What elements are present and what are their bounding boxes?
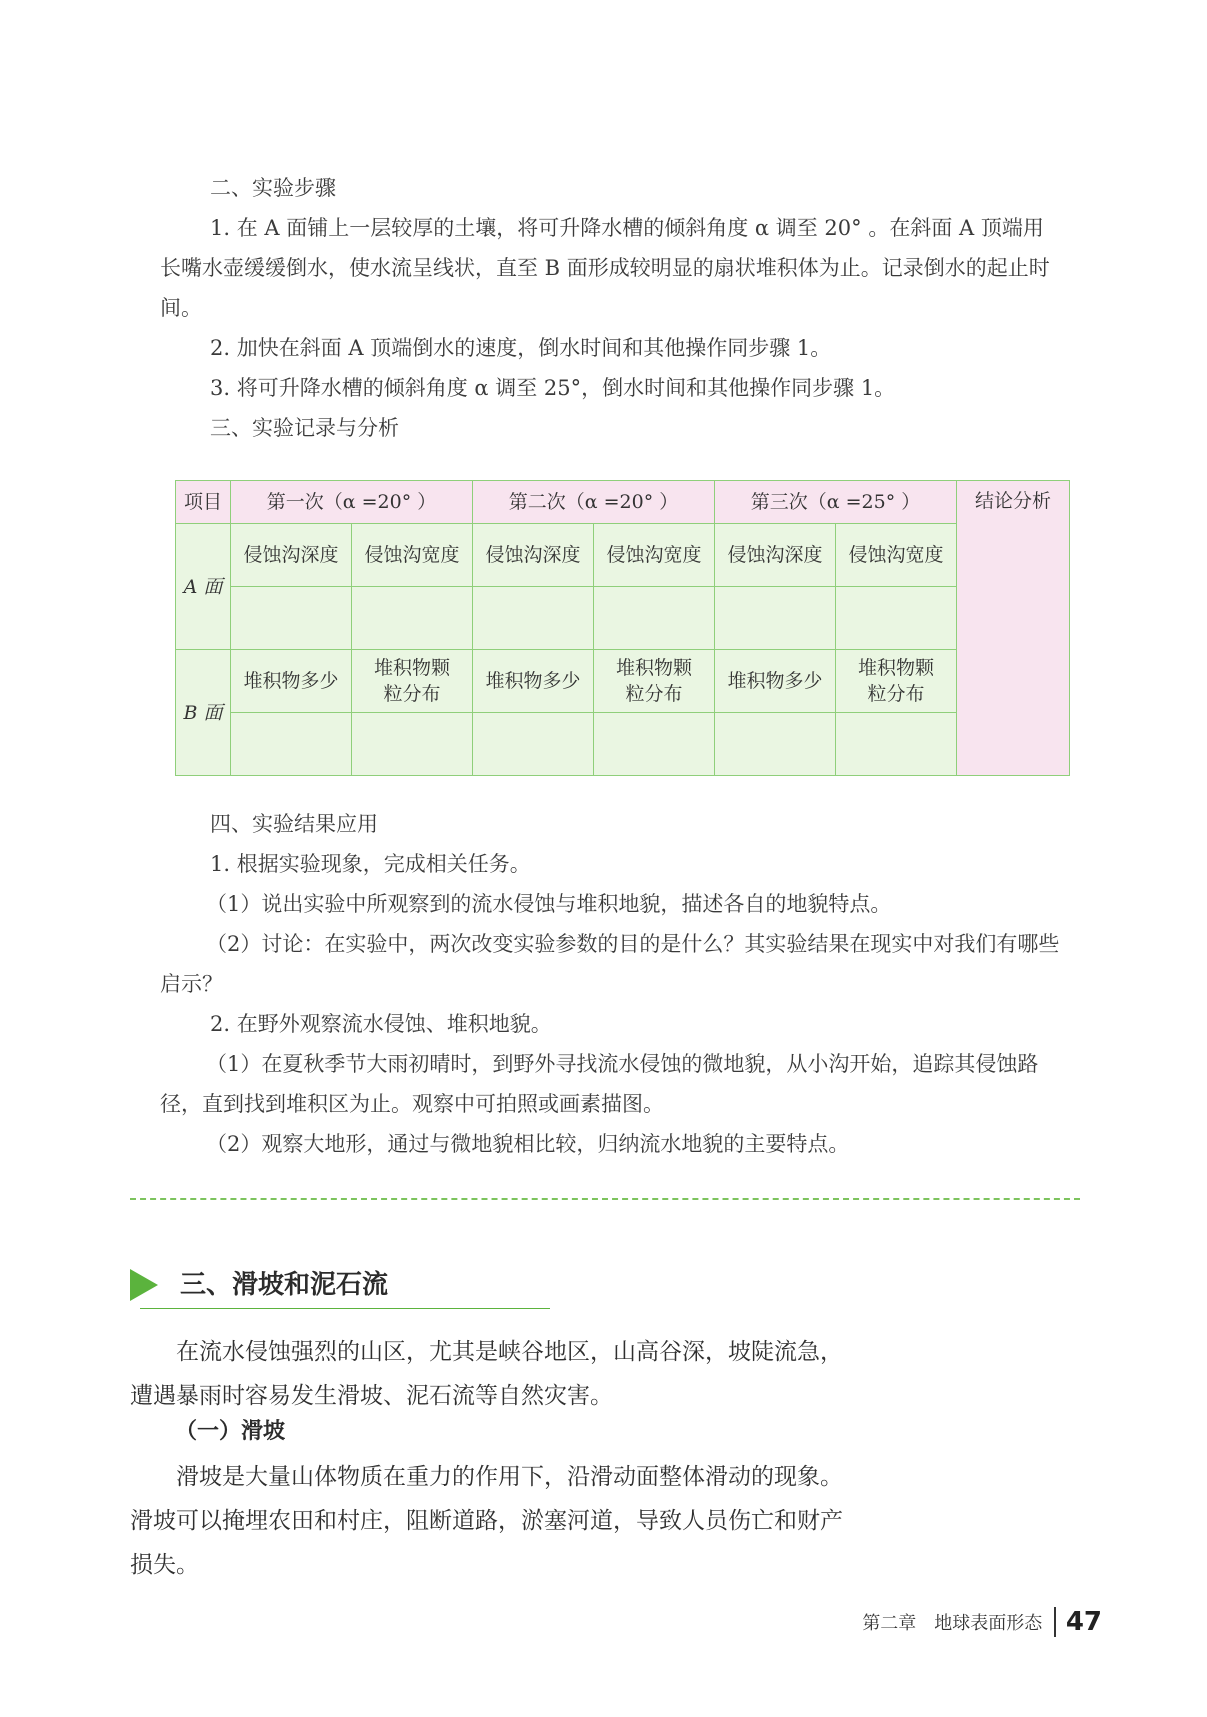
apply-line: （2）讨论：在实验中，两次改变实验参数的目的是什么？其实验结果在现实中对我们有哪些启示？ — [160, 932, 1060, 996]
page-footer — [862, 1604, 1102, 1640]
table-cell: 侵蚀沟深度 — [473, 524, 594, 587]
table-cell: 侵蚀沟宽度 — [352, 524, 473, 587]
landslide-paragraph: 滑坡是大量山体物质在重力的作用下，沿滑动面整体滑动的现象。滑坡可以掩埋农田和村庄，阻断道路，淤塞河道，导致人员伤亡和财产损失。 — [130, 1464, 843, 1578]
table-header-cell: 第二次（α =20° ） — [473, 481, 715, 524]
table-cell: 堆积物多少 — [715, 650, 836, 713]
section-heading — [130, 1265, 430, 1305]
record-heading: 三、实验记录与分析 — [210, 416, 399, 440]
experiment-steps — [160, 168, 1060, 448]
section-title: 三、滑坡和泥石流 — [180, 1270, 389, 1300]
row-label-a: A 面 — [176, 524, 231, 650]
apply-line: 1. 根据实验现象，完成相关任务。 — [210, 852, 531, 876]
step-3: 3. 将可升降水槽的倾斜角度 α 调至 25°，倒水时间和其他操作同步骤 1。 — [210, 376, 896, 400]
table-row — [176, 650, 1070, 713]
table-cell-empty — [836, 713, 957, 776]
table-cell: 堆积物颗粒分布 — [836, 650, 957, 713]
apply-line: （1）在夏秋季节大雨初晴时，到野外寻找流水侵蚀的微地貌，从小沟开始，追踪其侵蚀路径，直到找到堆积区为止。观察中可拍照或画素描图。 — [160, 1052, 1039, 1116]
table-cell: 堆积物多少 — [473, 650, 594, 713]
table-row — [176, 713, 1070, 776]
experiment-record-table — [175, 480, 1070, 776]
subsection-heading: （一）滑坡 — [175, 1419, 286, 1444]
table-cell: 堆积物颗粒分布 — [352, 650, 473, 713]
section-underline — [140, 1308, 550, 1309]
table-cell-empty — [473, 587, 594, 650]
table-header-cell: 项目 — [176, 481, 231, 524]
table-header-cell: 结论分析 — [956, 480, 1070, 522]
table-cell-empty — [231, 713, 352, 776]
apply-line: （1）说出实验中所观察到的流水侵蚀与堆积地貌，描述各自的地貌特点。 — [206, 892, 892, 916]
apply-line: 2. 在野外观察流水侵蚀、堆积地貌。 — [210, 1012, 552, 1036]
triangle-bullet-icon — [130, 1269, 158, 1301]
table-cell: 侵蚀沟宽度 — [594, 524, 715, 587]
table-cell: 侵蚀沟宽度 — [836, 524, 957, 587]
experiment-application — [160, 804, 1060, 1164]
footer-separator — [1054, 1607, 1056, 1637]
section-intro — [130, 1330, 850, 1418]
table-cell: 堆积物颗粒分布 — [594, 650, 715, 713]
table-cell-empty — [352, 587, 473, 650]
table-row — [176, 524, 1070, 587]
table-cell-empty — [473, 713, 594, 776]
dashed-divider — [130, 1198, 1080, 1200]
table-cell: 侵蚀沟深度 — [715, 524, 836, 587]
table-cell-empty — [594, 587, 715, 650]
table-cell: 侵蚀沟深度 — [231, 524, 352, 587]
chapter-title: 第二章 地球表面形态 — [862, 1613, 1043, 1634]
step-1: 1. 在 A 面铺上一层较厚的土壤，将可升降水槽的倾斜角度 α 调至 20° 。在斜面 A 顶端用长嘴水壶缓缓倒水，使水流呈线状，直至 B 面形成较明显的扇状堆积体为止。记录倒水的起止时间。 — [160, 216, 1050, 320]
apply-heading: 四、实验结果应用 — [210, 812, 378, 836]
table-cell: 堆积物多少 — [231, 650, 352, 713]
steps-heading: 二、实验步骤 — [210, 176, 336, 200]
table-cell-empty — [231, 587, 352, 650]
table-cell-empty — [594, 713, 715, 776]
table-header-row — [176, 481, 1070, 524]
table-cell-empty — [836, 587, 957, 650]
step-2: 2. 加快在斜面 A 顶端倒水的速度，倒水时间和其他操作同步骤 1。 — [210, 336, 832, 360]
table-cell-empty — [715, 587, 836, 650]
landslide-text — [130, 1455, 850, 1587]
table-cell-empty — [715, 713, 836, 776]
intro-paragraph: 在流水侵蚀强烈的山区，尤其是峡谷地区，山高谷深，坡陡流急，遭遇暴雨时容易发生滑坡、泥石流等自然灾害。 — [130, 1339, 843, 1409]
table-header-cell: 第三次（α =25° ） — [715, 481, 957, 524]
page-number: 47 — [1065, 1607, 1102, 1637]
apply-line: （2）观察大地形，通过与微地貌相比较，归纳流水地貌的主要特点。 — [206, 1132, 850, 1156]
table-cell-empty — [352, 713, 473, 776]
conclusion-column — [957, 481, 1070, 776]
row-label-b: B 面 — [176, 650, 231, 776]
table-header-cell: 第一次（α =20° ） — [231, 481, 473, 524]
table-row — [176, 587, 1070, 650]
